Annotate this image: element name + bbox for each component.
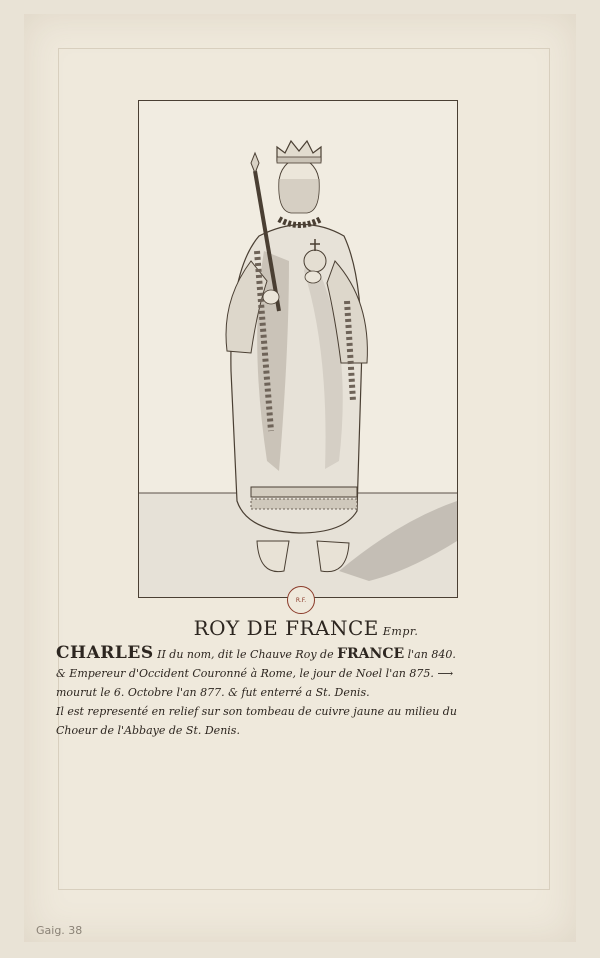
shelfmark: Gaig. 38 — [36, 924, 83, 937]
caption-line-4: Il est representé en relief sur son tombeau de cuivre jaune au milieu du — [56, 705, 457, 718]
library-stamp — [287, 586, 315, 614]
line1-end: l'an 840. — [407, 648, 456, 661]
title-suffix: Empr. — [382, 625, 419, 638]
title-text: ROY DE FRANCE — [193, 616, 379, 640]
line1-mid: II du nom, dit le Chauve Roy de — [157, 648, 334, 661]
caption-line-1 — [56, 644, 556, 664]
caption-title — [56, 616, 556, 640]
portrait-frame — [138, 100, 458, 598]
stamp-text: R.F. — [295, 596, 307, 604]
caption-line-5: Choeur de l'Abbaye de St. Denis. — [56, 724, 240, 737]
caption-block — [56, 616, 556, 740]
king-name: CHARLES — [56, 643, 154, 663]
caption-line-2: & Empereur d'Occident Couronné à Rome, le jour de Noel l'an 875. ⟶ — [56, 667, 454, 680]
king-illustration — [139, 101, 457, 597]
line1-bold: FRANCE — [337, 646, 405, 662]
caption-line-3: mourut le 6. Octobre l'an 877. & fut enterré a St. Denis. — [56, 686, 370, 699]
